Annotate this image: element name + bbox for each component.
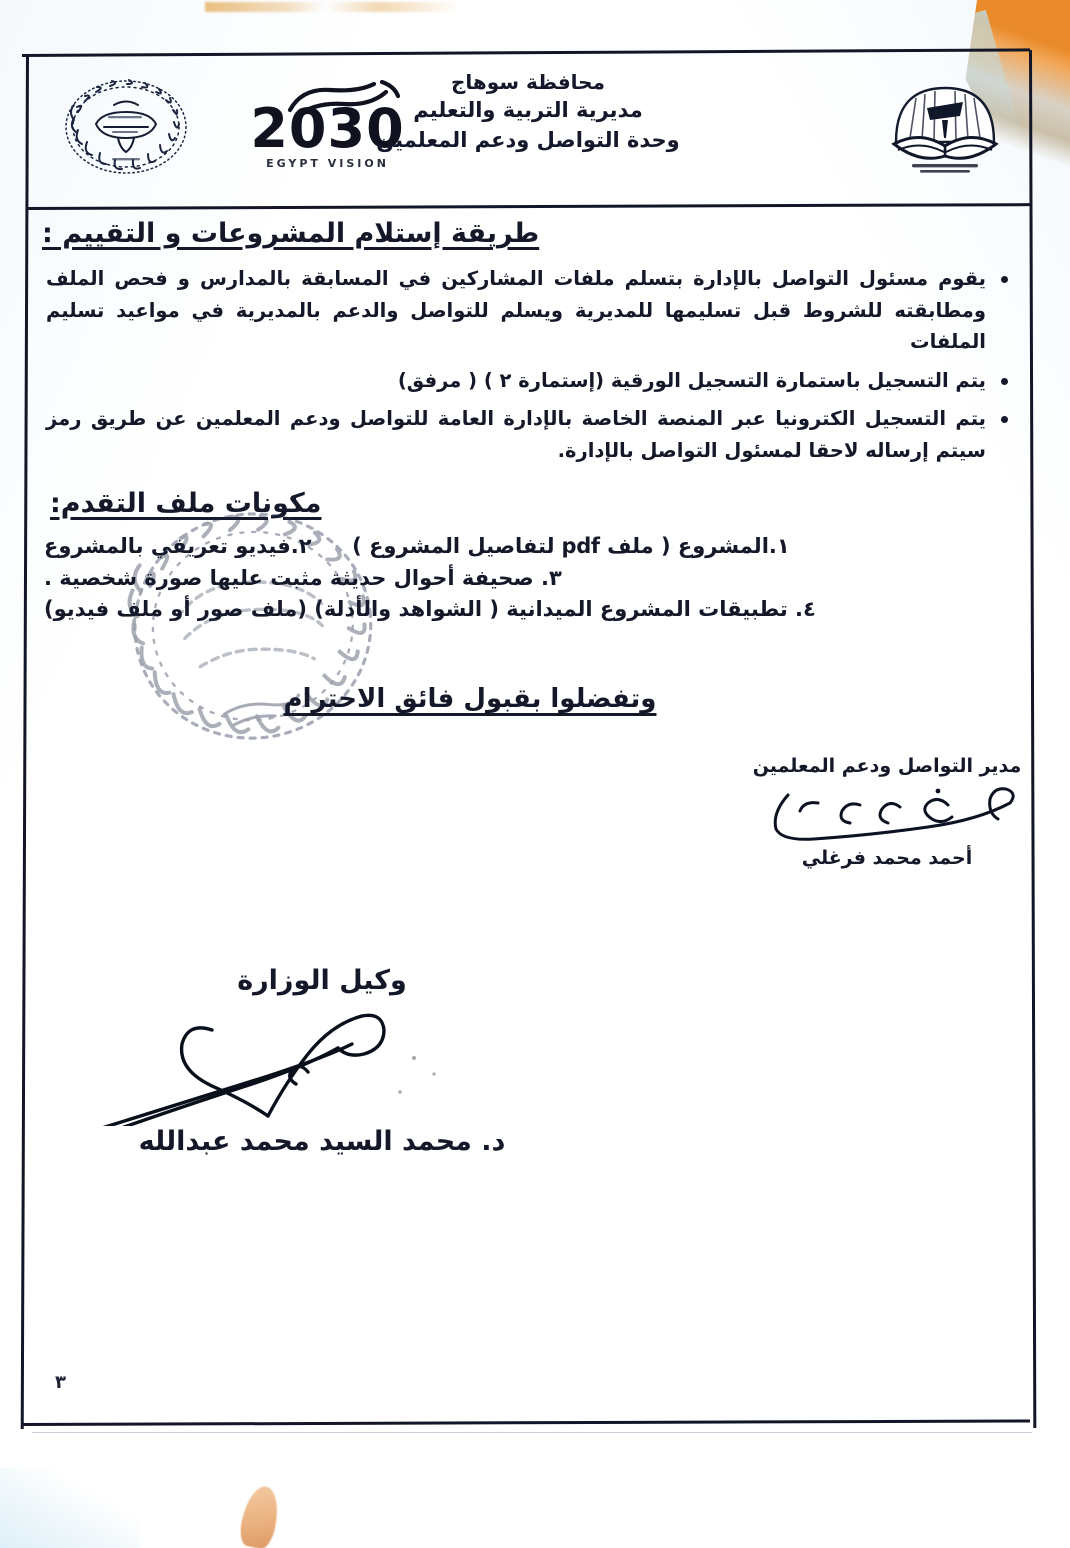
border-bottom [22, 1419, 1030, 1426]
bottom-scan-haze [0, 1468, 140, 1548]
border-bottom-ghost [32, 1432, 1032, 1433]
section-heading-receiving-method: طريقة إستلام المشروعات و التقييم : [42, 218, 540, 249]
component-item-1: ١.المشروع ( ملف pdf لتفاصيل المشروع ) [352, 534, 790, 559]
page-number: ٣ [55, 1372, 66, 1393]
education-directorate-emblem-icon [886, 68, 1004, 186]
handwritten-signature-manager-icon [742, 777, 1042, 847]
vision-year: 2030 [250, 97, 405, 160]
closing-text: وتفضلوا بقبول فائق الاحترام [283, 683, 657, 714]
border-top [22, 48, 1030, 57]
bullet-item: يتم التسجيل الكترونيا عبر المنصة الخاصة بالإدارة العامة للتواصل ودعم المعلمين عن طريق رمز سيتم إرساله لاحقا لمسئول التواصل بالإدارة. [46, 403, 1012, 466]
component-item-3: ٣. صحيفة أحوال حديثة مثبت عليها صورة شخصية . [44, 565, 562, 590]
directorate-line: مديرية التربية والتعليم [413, 98, 643, 123]
component-item-2: ٢.فيديو تعريفي بالمشروع [44, 534, 312, 559]
letterhead [30, 60, 1026, 208]
receiving-method-bullet-list [36, 263, 1024, 466]
bullet-item: يقوم مسئول التواصل بالإدارة بتسلم ملفات المشاركين في المسابقة بالمدارس و فحص الملف ومطابقته للشروط قبل تسليمها للمديرية ويسلم للتواصل والدعم بالمديرية في مواعيد تسليم الملفات [46, 263, 1012, 358]
governorate-line: محافظة سوهاج [451, 70, 605, 94]
bullet-item: يتم التسجيل باستمارة التسجيل الورقية (إستمارة ٢ ) ( مرفق) [46, 365, 1012, 397]
section-heading-file-components: مكونات ملف التقدم: [50, 488, 322, 520]
signature-title: مدير التواصل ودعم المعلمين [752, 755, 1022, 777]
unit-line: وحدة التواصل ودعم المعلمين [376, 128, 680, 153]
top-edge-scan-artifact [205, 2, 505, 12]
border-left [21, 54, 29, 1429]
signature-name: د. محمد السيد محمد عبدالله [138, 1126, 506, 1157]
signature-block-manager [732, 755, 1042, 869]
official-circular-stamp [103, 484, 402, 770]
signature-title: وكيل الوزارة [237, 965, 407, 996]
signature-block-undersecretary [62, 965, 582, 1157]
component-item-4: ٤. تطبيقات المشروع الميدانية ( الشواهد والأدلة) (ملف صور أو ملف فيديو) [44, 597, 816, 622]
letterhead-titles [30, 68, 1026, 160]
handwritten-signature-undersecretary-icon [62, 996, 582, 1126]
vision-label: EGYPT VISION [266, 157, 389, 170]
signature-name: أحمد محمد فرغلي [801, 847, 973, 869]
